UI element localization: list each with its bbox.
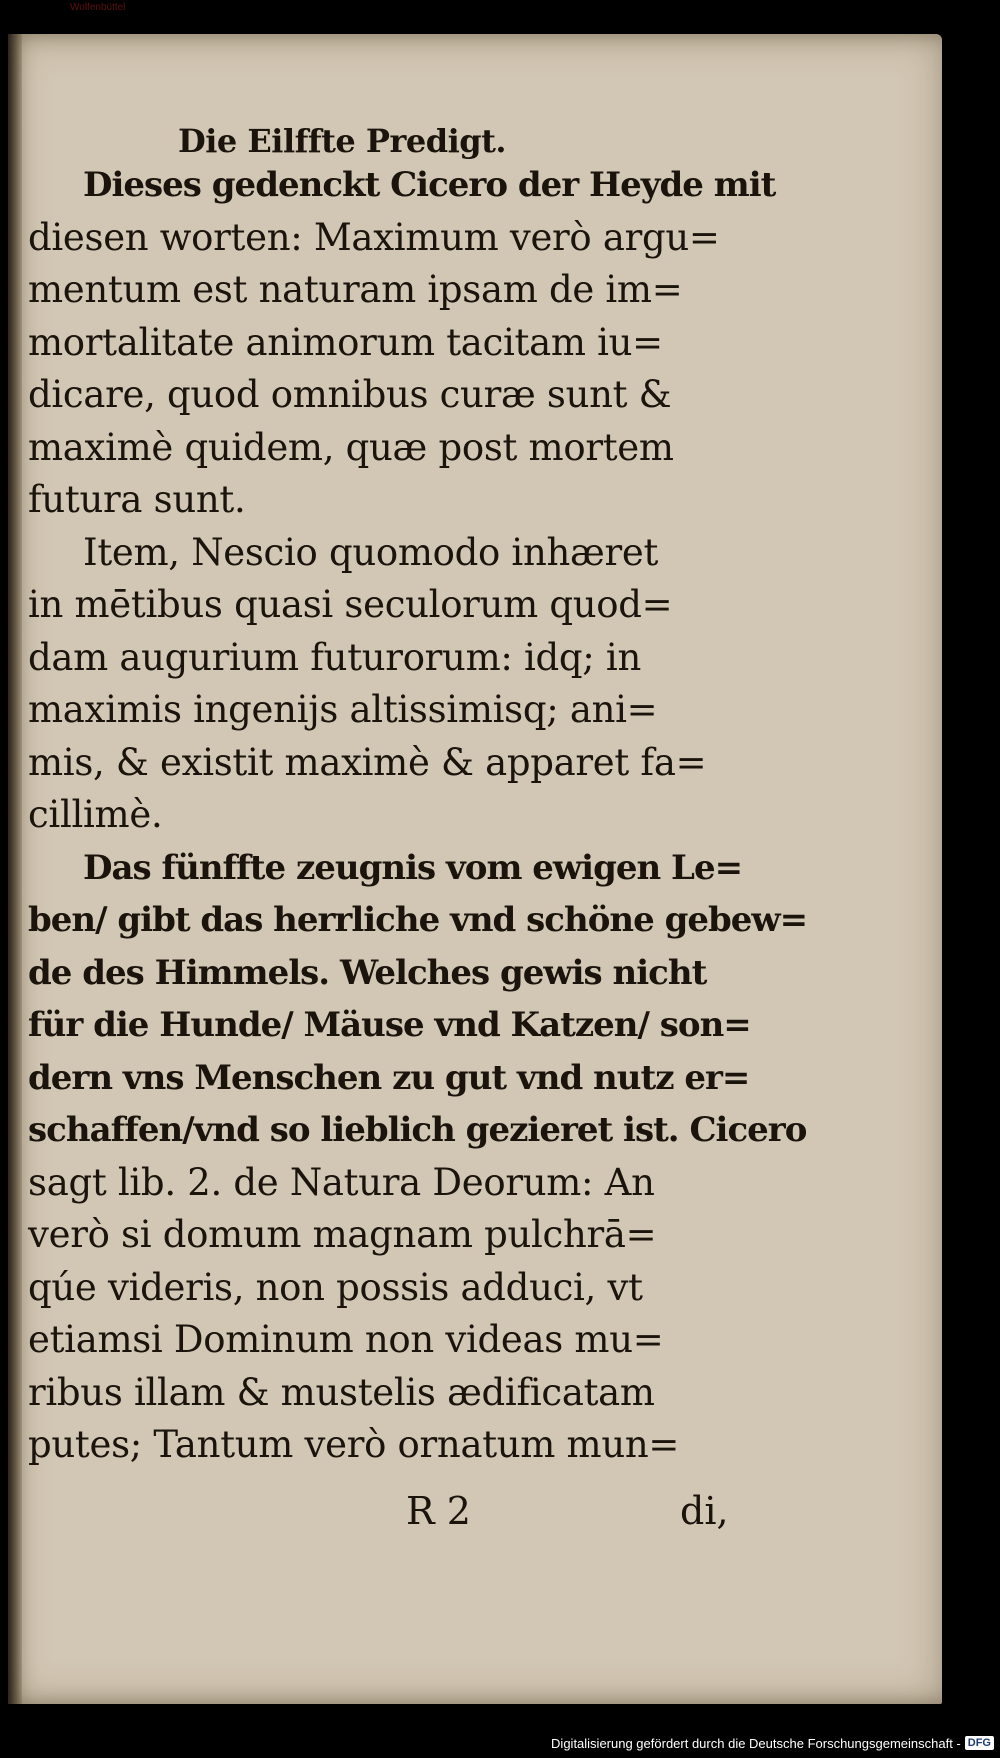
text-line: schaffen/vnd so lieblich gezieret ist. Cicero xyxy=(28,1110,807,1150)
text-line: für die Hunde/ Mäuse vnd Katzen/ son= xyxy=(28,1005,751,1045)
text-line: dam augurium futurorum: idq; in xyxy=(28,635,641,679)
text-line: in mētibus quasi seculorum quod= xyxy=(28,583,673,626)
page-body-text xyxy=(28,159,808,1472)
page-gutter-shadow xyxy=(8,34,22,1704)
text-line: mortalitate animorum tacitam iu= xyxy=(28,320,663,364)
text-line: qúe videris, non possis adduci, vt xyxy=(28,1265,643,1309)
text-line: putes; Tantum verò ornatum mun= xyxy=(28,1423,680,1466)
text-line: mis, & existit maximè & apparet fa= xyxy=(28,740,707,784)
text-line: dern vns Menschen zu gut vnd nutz er= xyxy=(28,1057,750,1098)
text-line: sagt lib. 2. de Natura Deorum: An xyxy=(28,1160,655,1204)
text-line: dicare, quod omnibus curæ sunt & xyxy=(28,373,672,416)
text-line: etiamsi Dominum non videas mu= xyxy=(28,1318,664,1361)
text-line: maximè quidem, quæ post mortem xyxy=(28,425,674,469)
text-line: Item, Nescio quomodo inhæret xyxy=(83,530,659,574)
book-page xyxy=(8,34,942,1704)
text-line: cillimè. xyxy=(28,793,163,836)
text-line: de des Himmels. Welches gewis nicht xyxy=(28,952,707,993)
digitization-credit xyxy=(551,1732,994,1754)
dfg-logo: DFG xyxy=(965,1736,994,1750)
text-line: ben/ gibt das herrliche vnd schöne gebew= xyxy=(28,900,808,940)
library-stamp: Wolfenbüttel xyxy=(70,2,126,13)
text-line: ribus illam & mustelis ædificatam xyxy=(28,1370,655,1414)
text-line: mentum est naturam ipsam de im= xyxy=(28,268,683,311)
credit-text: Digitalisierung gefördert durch die Deutsche Forschungsgemeinschaft - xyxy=(551,1735,961,1751)
text-line: futura sunt. xyxy=(28,478,246,521)
running-head: Die Eilffte Predigt. xyxy=(178,122,507,160)
catchword: di, xyxy=(680,1489,729,1533)
text-line: verò si domum magnam pulchrā= xyxy=(28,1213,657,1256)
signature-mark: R 2 xyxy=(406,1489,471,1533)
text-line: maximis ingenijs altissimisq; ani= xyxy=(28,688,658,731)
text-line: Das fünffte zeugnis vom ewigen Le= xyxy=(83,847,743,888)
text-line: Dieses gedenckt Cicero der Heyde mit xyxy=(83,165,776,205)
text-line: diesen worten: Maximum verò argu= xyxy=(28,215,720,259)
